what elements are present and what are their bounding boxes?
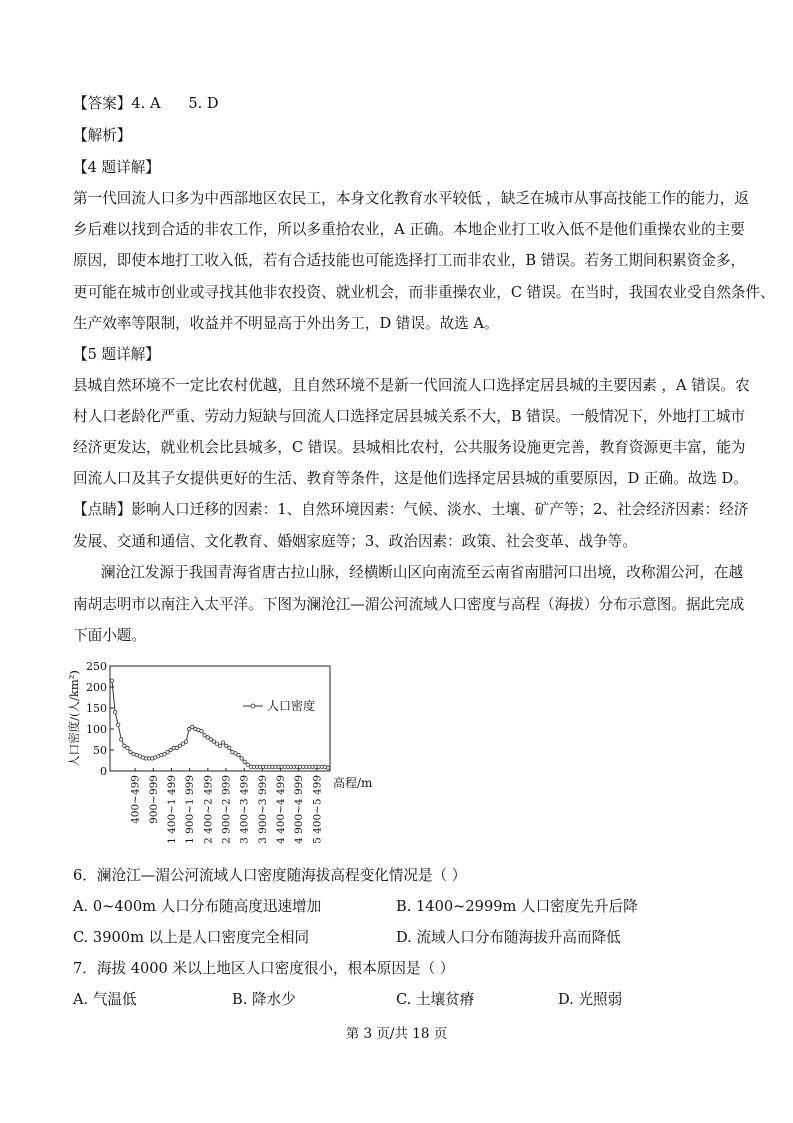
data-point <box>326 766 329 769</box>
data-point <box>203 734 206 737</box>
intro-line-3: 下面小题。 <box>73 627 146 644</box>
analysis-label: 【解析】 <box>73 127 132 144</box>
data-point <box>212 740 215 743</box>
q7-option-b[interactable]: B. 降水少 <box>232 991 296 1008</box>
intro-line-1: 澜沧江发源于我国青海省唐古拉山脉，经横断山区向南流至云南省南腊河口出境，改称湄公河，在越 <box>101 564 744 581</box>
data-point <box>126 746 129 749</box>
data-point <box>209 738 212 741</box>
x-tick-label: 1 900~1 999 <box>184 775 197 844</box>
q4-title: 【4 题详解】 <box>73 159 160 176</box>
data-point <box>181 742 184 745</box>
q7-option-c[interactable]: C. 土壤贫瘠 <box>396 991 475 1008</box>
q5-line-3: 经济更发达，就业机会比县城多，C 错误。县城相比农村，公共服务设施更完善，教育资源更丰富，能为 <box>73 439 746 456</box>
x-tick-label: 2 400~2 499 <box>202 775 215 844</box>
data-point <box>206 736 209 739</box>
y-tick-label: 100 <box>86 723 107 736</box>
y-tick-label: 50 <box>93 744 107 757</box>
data-point <box>187 727 190 730</box>
x-tick-label: 2 900~2 999 <box>220 775 233 844</box>
q7-option-d[interactable]: D. 光照弱 <box>558 991 623 1008</box>
q4-line-3: 原因，即使本地打工收入低，若有合适技能也可能选择打工而非农业，B 错误。若务工期间积累资金多， <box>73 252 746 269</box>
x-tick-label: 400~499 <box>129 775 142 824</box>
legend-marker <box>251 704 255 708</box>
data-point <box>116 723 119 726</box>
intro-line-2: 南胡志明市以南注入太平洋。下图为澜沧江—湄公河流域人口密度与高程（海拔）分布示意图。据此完成 <box>73 596 745 613</box>
data-point <box>166 750 169 753</box>
q5-line-1: 县城自然环境不一定比农村优越，且自然环境不是新一代回流人口选择定居县城的主要因素 ，A 错误。农 <box>73 377 750 394</box>
data-point <box>240 757 243 760</box>
data-point <box>228 746 231 749</box>
data-point <box>113 711 116 714</box>
q4-line-1: 第一代回流人口多为中西部地区农民工，本身文化教育水平较低 ，缺乏在城市从事高技能工作的能力，返 <box>73 190 749 207</box>
q5-line-4: 回流人口及其子女提供更好的生活、教育等条件，这是他们选择定居县城的重要原因，D 正确。故选 D。 <box>73 470 748 487</box>
data-point <box>237 753 240 756</box>
data-point <box>221 741 224 744</box>
q4-line-2: 乡后难以找到合适的非农工作，所以多重拾农业，A 正确。本地企业打工收入低不是他们重操农业的主要 <box>73 221 745 238</box>
q4-line-5: 生产效率等限制，收益并不明显高于外出务工，D 错误。故选 A。 <box>73 315 499 332</box>
x-tick-label: 4 400~4 499 <box>275 775 288 844</box>
data-point <box>243 760 246 763</box>
q5-line-2: 村人口老龄化严重、劳动力短缺与回流人口选择定居县城关系不大，B 错误。一般情况下，外地打工城市 <box>73 408 746 425</box>
legend-label: 人口密度 <box>267 699 316 713</box>
series-line <box>112 681 328 768</box>
data-point <box>123 744 126 747</box>
data-point <box>224 744 227 747</box>
data-point <box>178 744 181 747</box>
data-point <box>246 763 249 766</box>
plot-frame <box>110 666 330 771</box>
tip-line-1: 【点睛】影响人口迁移的因素：1、自然环境因素：气候、淡水、土壤、矿产等；2、社会经济因素：经济 <box>73 501 749 518</box>
answer-label: 【答案】 <box>73 95 132 112</box>
q4-line-4: 更可能在城市创业或寻找其他非农投资、就业机会，而非重操农业，C 错误。在当时，我国农业受自然条件、 <box>73 284 775 301</box>
x-axis-label: 高程/m <box>333 776 373 790</box>
data-point <box>169 748 172 751</box>
answer-text: 4. A 5. D <box>131 95 219 112</box>
data-point <box>191 725 194 728</box>
x-tick-label: 4 900~4 999 <box>293 775 306 844</box>
y-tick-label: 0 <box>100 765 107 778</box>
q7-option-a[interactable]: A. 气温低 <box>73 991 137 1008</box>
data-point <box>129 750 132 753</box>
y-tick-label: 200 <box>86 681 107 694</box>
y-axis-label: 人口密度/(人/km²) <box>67 670 81 767</box>
data-point <box>200 729 203 732</box>
x-tick-label: 5 400~5 499 <box>311 775 324 844</box>
q6-stem: 6．澜沧江—湄公河流域人口密度随海拔高程变化情况是（ ） <box>73 867 467 884</box>
q5-title: 【5 题详解】 <box>73 346 160 363</box>
page-footer: 第 3 页/共 18 页 <box>345 1026 448 1042</box>
q6-option-b[interactable]: B. 1400~2999m 人口密度先升后降 <box>396 898 638 915</box>
q6-option-c[interactable]: C. 3900m 以上是人口密度完全相同 <box>73 929 310 946</box>
data-point <box>215 742 218 745</box>
q7-stem: 7．海拔 4000 米以上地区人口密度很小，根本原因是（ ） <box>73 960 455 977</box>
data-point <box>184 740 187 743</box>
tip-line-2: 发展、交通和通信、文化教育、婚姻家庭等；3、政治因素：政策、社会变革、战争等。 <box>73 533 637 550</box>
x-tick-label: 3 900~3 999 <box>256 775 269 844</box>
data-point <box>175 746 178 749</box>
data-point <box>110 679 113 682</box>
x-tick-label: 1 400~1 499 <box>165 775 178 844</box>
data-point <box>218 744 221 747</box>
data-point <box>163 753 166 756</box>
q6-option-a[interactable]: A. 0~400m 人口分布随高度迅速增加 <box>73 898 322 915</box>
data-point <box>120 738 123 741</box>
x-tick-label: 900~999 <box>147 775 160 824</box>
population-density-chart <box>60 656 400 851</box>
y-tick-label: 250 <box>86 660 107 673</box>
answer-line <box>73 94 219 114</box>
q6-option-d[interactable]: D. 流域人口分布随海拔升高而降低 <box>396 929 621 946</box>
x-tick-label: 3 400~3 499 <box>238 775 251 844</box>
y-tick-label: 150 <box>86 702 107 715</box>
